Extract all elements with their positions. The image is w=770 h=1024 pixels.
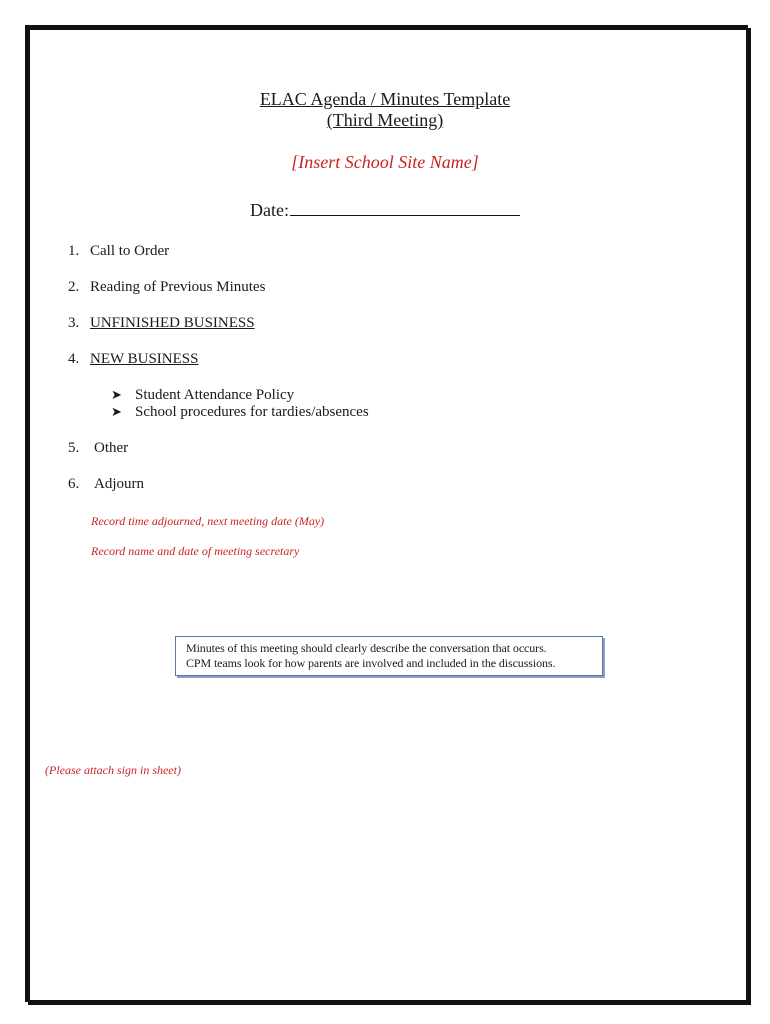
agenda-item-call-to-order: [68, 243, 169, 260]
minutes-guidance-callout: [175, 636, 603, 676]
agenda-item-adjourn: [68, 476, 144, 493]
secretary-note: Record name and date of meeting secretary: [91, 544, 300, 558]
agenda-item-label: Adjourn: [94, 476, 144, 492]
agenda-item-number: 2.: [68, 279, 80, 295]
date-label: Date:: [250, 200, 289, 220]
agenda-item-label: UNFINISHED BUSINESS: [90, 315, 255, 331]
document-subtitle: (Third Meeting): [326, 110, 444, 130]
agenda-item-label: Call to Order: [90, 243, 170, 259]
bullet-text: School procedures for tardies/absences: [135, 404, 369, 420]
agenda-item-other: [68, 440, 128, 457]
agenda-item-number: 5.: [68, 440, 80, 456]
agenda-item-new-business: [68, 351, 199, 368]
date-field: [250, 199, 520, 221]
agenda-item-label: Reading of Previous Minutes: [90, 279, 266, 295]
arrow-bullet-icon: ➤: [111, 404, 122, 419]
school-site-name: [Insert School Site Name]: [291, 152, 479, 172]
sign-in-sheet-note: (Please attach sign in sheet): [45, 763, 181, 777]
agenda-item-previous-minutes: [68, 279, 265, 296]
bullet-text: Student Attendance Policy: [135, 387, 295, 403]
document-title: ELAC Agenda / Minutes Template: [259, 89, 511, 109]
agenda-item-number: 1.: [68, 243, 80, 259]
new-business-bullet: [111, 404, 369, 421]
agenda-item-label: NEW BUSINESS: [90, 351, 199, 367]
new-business-bullet: [111, 387, 294, 404]
agenda-item-number: 3.: [68, 315, 80, 331]
callout-line: CPM teams look for how parents are involved and included in the discussions.: [186, 656, 556, 670]
arrow-bullet-icon: ➤: [111, 387, 122, 402]
agenda-item-unfinished-business: [68, 315, 255, 332]
callout-line: Minutes of this meeting should clearly describe the conversation that occurs.: [186, 641, 547, 655]
agenda-item-number: 4.: [68, 351, 80, 367]
adjourn-note: Record time adjourned, next meeting date (May): [91, 514, 325, 528]
agenda-item-label: Other: [94, 440, 129, 456]
agenda-item-number: 6.: [68, 476, 80, 492]
date-blank-line: [290, 199, 520, 216]
